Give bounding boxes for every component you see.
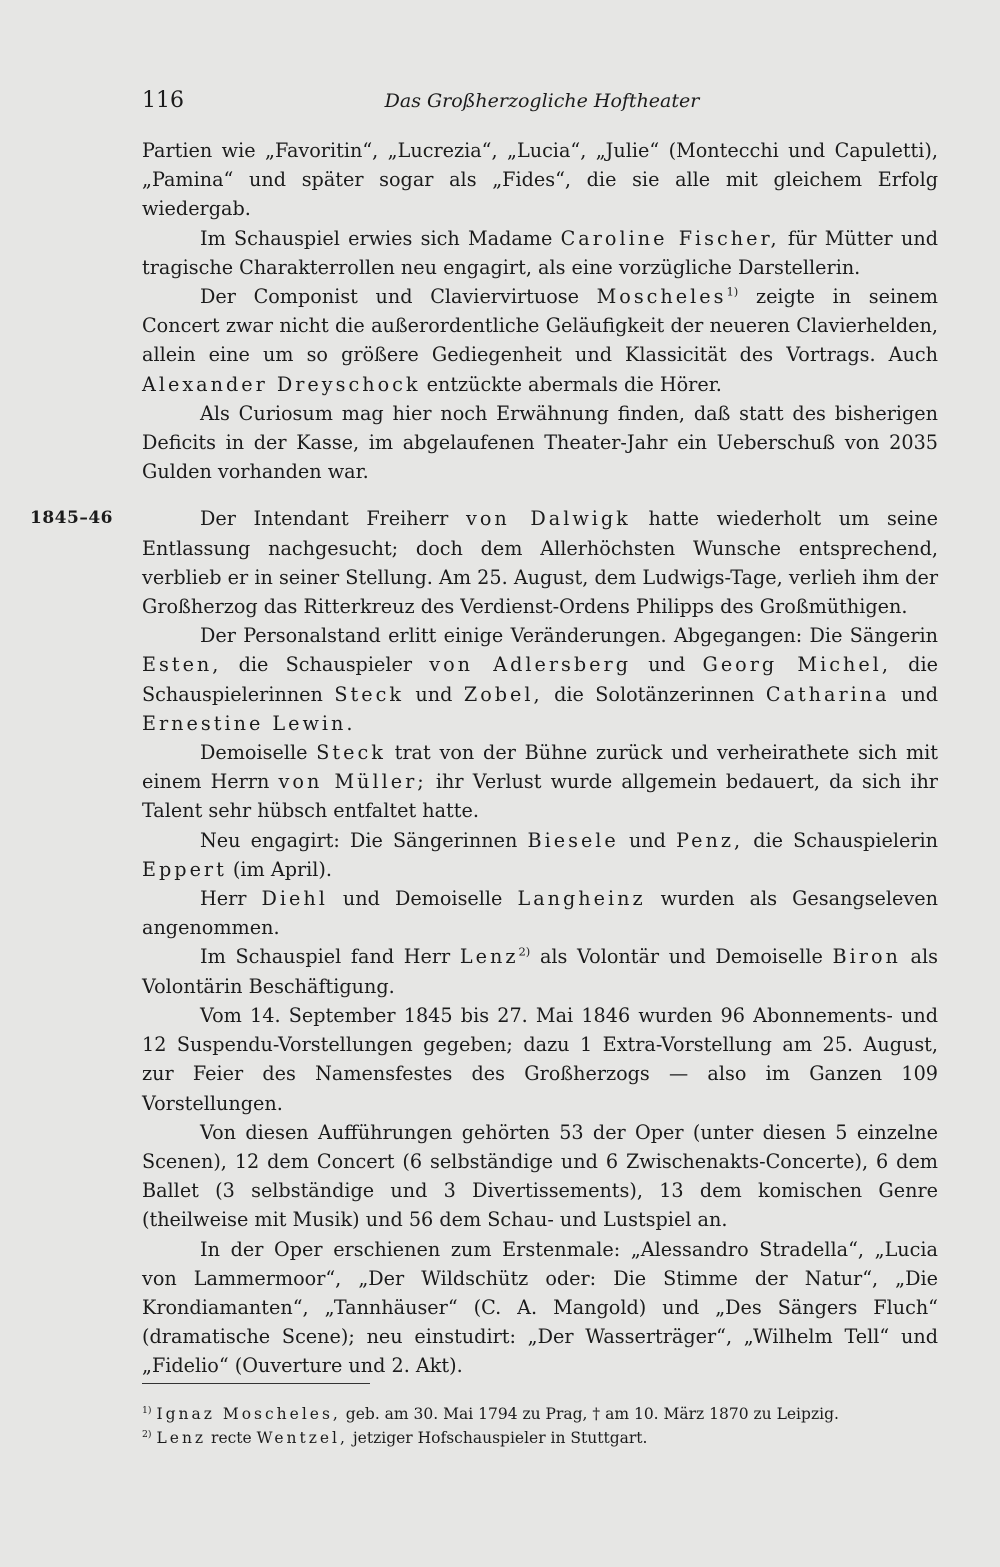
paragraph xyxy=(142,282,938,399)
text-run: In der Oper erschienen zum Erstenmale: „Alessandro Stradella“, „Lucia von Lammermoor“, „Der Wildschütz oder: Die Stimme der Natur“, „Die Krondiamanten“, „Tannhäuser“ (C. A. Mangold) und „Des Sängers Fluch“ (dramatische Scene); neu einstudirt: „Der Wasserträger“, „Wilhelm Tell“ und „Fidelio“ (Ouverture und 2. Akt). xyxy=(142,1237,938,1378)
person-name: Biron xyxy=(832,945,901,969)
person-name: Esten, xyxy=(142,653,222,677)
footnote-1 xyxy=(142,1402,942,1426)
paragraph xyxy=(142,826,938,884)
footnote-divider xyxy=(142,1383,370,1384)
paragraph xyxy=(142,1118,938,1235)
text-run: Neu engagirt: Die Sängerinnen xyxy=(200,828,518,852)
paragraph xyxy=(142,738,938,826)
paragraph xyxy=(142,1235,938,1381)
person-name: Caroline Fischer, xyxy=(560,226,780,250)
text-run: ihr Verlust wurde allgemein bedauert, da sich ihr Talent sehr hübsch entfaltet hatte. xyxy=(142,770,938,823)
text-run: recte xyxy=(211,1429,252,1447)
person-name: Wentzel, xyxy=(256,1429,348,1447)
text-run: und Demoiselle xyxy=(342,887,503,911)
text-run: die Schauspieler xyxy=(238,653,412,677)
paragraph xyxy=(142,1001,938,1118)
paragraph xyxy=(142,621,938,738)
text-run: Vom 14. September 1845 bis 27. Mai 1846 wurden 96 Abonnements- und 12 Suspendu-Vorstellungen gegeben; dazu 1 Extra-Vorstellung am 25. August, zur Feier des Namensfestes des Großherzogs — also im Ganzen 109 Vorstellungen. xyxy=(142,1003,938,1115)
text-run: Der Componist und Claviervirtuose xyxy=(200,285,579,309)
text-run: (im April). xyxy=(232,857,333,881)
text-run: Im Schauspiel erwies sich Madame xyxy=(200,226,553,250)
person-name: Lenz xyxy=(459,945,519,969)
text-run: entzückte abermals die Hörer. xyxy=(426,372,722,396)
person-name: Ignaz Moscheles, xyxy=(156,1405,341,1423)
text-run: Der Intendant Freiherr xyxy=(200,507,449,531)
text-run: Von diesen Aufführungen gehörten 53 der Oper (unter diesen 5 einzelne Scenen), 12 dem Concert (6 selbständige und 6 Zwischenakts-Concerte), 6 dem Ballet (3 selbständige und 3 Divertissements), 13 dem komischen Genre (theilweise mit Musik) und 56 dem Schau- und Lustspiel an. xyxy=(142,1120,938,1232)
footnotes xyxy=(142,1402,942,1450)
text-run: die Schauspielerinnen xyxy=(142,653,938,706)
season-section xyxy=(30,504,939,1380)
paragraph xyxy=(142,504,938,621)
page-header xyxy=(142,88,942,118)
footnote-mark: 2) xyxy=(142,1428,152,1440)
text-run: und xyxy=(415,682,453,706)
text-run: Der Personalstand erlitt einige Veränderungen. Abgegangen: Die Sängerin xyxy=(200,624,938,648)
text-run: als Volontär und Demoiselle xyxy=(539,945,823,969)
text-run: jetziger Hofschauspieler in Stuttgart. xyxy=(352,1429,648,1447)
text-run: zeigte in seinem Concert zwar nicht die außerordentliche Geläufigkeit der neueren Clavierhelden, allein eine um so größere Gediegenheit und Klassicität des Vortrags. Auch xyxy=(142,285,938,367)
paragraph xyxy=(142,399,938,487)
paragraph xyxy=(142,224,938,282)
text-run: und xyxy=(648,653,686,677)
text-run: Demoiselle xyxy=(200,741,308,765)
person-name: Penz, xyxy=(676,828,744,852)
main-text xyxy=(30,136,939,1381)
person-name: Steck xyxy=(334,682,404,706)
season-year-label: 1845–46 xyxy=(30,508,113,529)
person-name: Alexander Dreyschock xyxy=(142,372,421,396)
footnote-ref: 1) xyxy=(726,284,739,299)
footnote-ref: 2) xyxy=(518,945,531,960)
page-number: 116 xyxy=(142,88,184,113)
text-run: die Schauspielerin xyxy=(753,828,938,852)
text-run: die Solotänzerinnen xyxy=(554,682,755,706)
text-run: Partien wie „Favoritin“, „Lucrezia“, „Lucia“, „Julie“ (Montecchi und Capuletti), „Pamina“ und später sogar als „Fides“, die sie alle mit gleichem Erfolg wiedergab. xyxy=(142,139,938,221)
text-run: und xyxy=(628,828,666,852)
person-name: von Dalwigk xyxy=(466,507,631,531)
person-name: Steck xyxy=(316,741,386,765)
person-name: Catharina xyxy=(765,682,890,706)
person-name: von Müller; xyxy=(278,770,427,794)
footnote-mark: 1) xyxy=(142,1404,152,1416)
text-run: geb. am 30. Mai 1794 zu Prag, † am 10. März 1870 zu Leipzig. xyxy=(345,1405,839,1423)
text-run: hatte wiederholt um seine Entlassung nachgesucht; doch dem Allerhöchsten Wunsche entsprechend, verblieb er in seiner Stellung. Am 25. August, dem Ludwigs-Tage, verlieh ihm der Großherzog das Ritterkreuz des Verdienst-Ordens Philipps des Großmüthigen. xyxy=(142,507,938,619)
paragraph xyxy=(142,942,938,1000)
person-name: Lenz xyxy=(156,1429,207,1447)
person-name: Eppert xyxy=(142,857,227,881)
person-name: Biesele xyxy=(527,828,619,852)
paragraph xyxy=(142,136,938,224)
person-name: Zobel, xyxy=(463,682,543,706)
person-name: Diehl xyxy=(261,887,328,911)
text-run: Als Curiosum mag hier noch Erwähnung finden, daß statt des bisherigen Deficits in der Kasse, im abgelaufenen Theater-Jahr ein Ueberschuß von 2035 Gulden vorhanden war. xyxy=(142,401,938,484)
paragraph xyxy=(142,884,938,942)
text-run: Im Schauspiel fand Herr xyxy=(200,945,451,969)
person-name: Ernestine Lewin. xyxy=(142,711,356,735)
text-run: Herr xyxy=(200,887,247,911)
running-title: Das Großherzogliche Hoftheater xyxy=(384,90,700,112)
person-name: Langheinz xyxy=(517,887,646,911)
text-run: für Mütter und tragische Charakterrollen neu engagirt, als eine vorzügliche Darstellerin. xyxy=(142,226,938,279)
person-name: von Adlersberg xyxy=(429,653,631,677)
person-name: Georg Michel, xyxy=(702,653,891,677)
text-run: als Volontärin Beschäftigung. xyxy=(142,945,938,998)
person-name: Moscheles xyxy=(596,285,727,309)
text-run: und xyxy=(901,682,939,706)
footnote-2 xyxy=(142,1426,942,1450)
text-run: wurden als Gesangseleven angenommen. xyxy=(142,887,938,940)
text-run: trat von der Bühne zurück und verheirathete sich mit einem Herrn xyxy=(142,741,938,794)
